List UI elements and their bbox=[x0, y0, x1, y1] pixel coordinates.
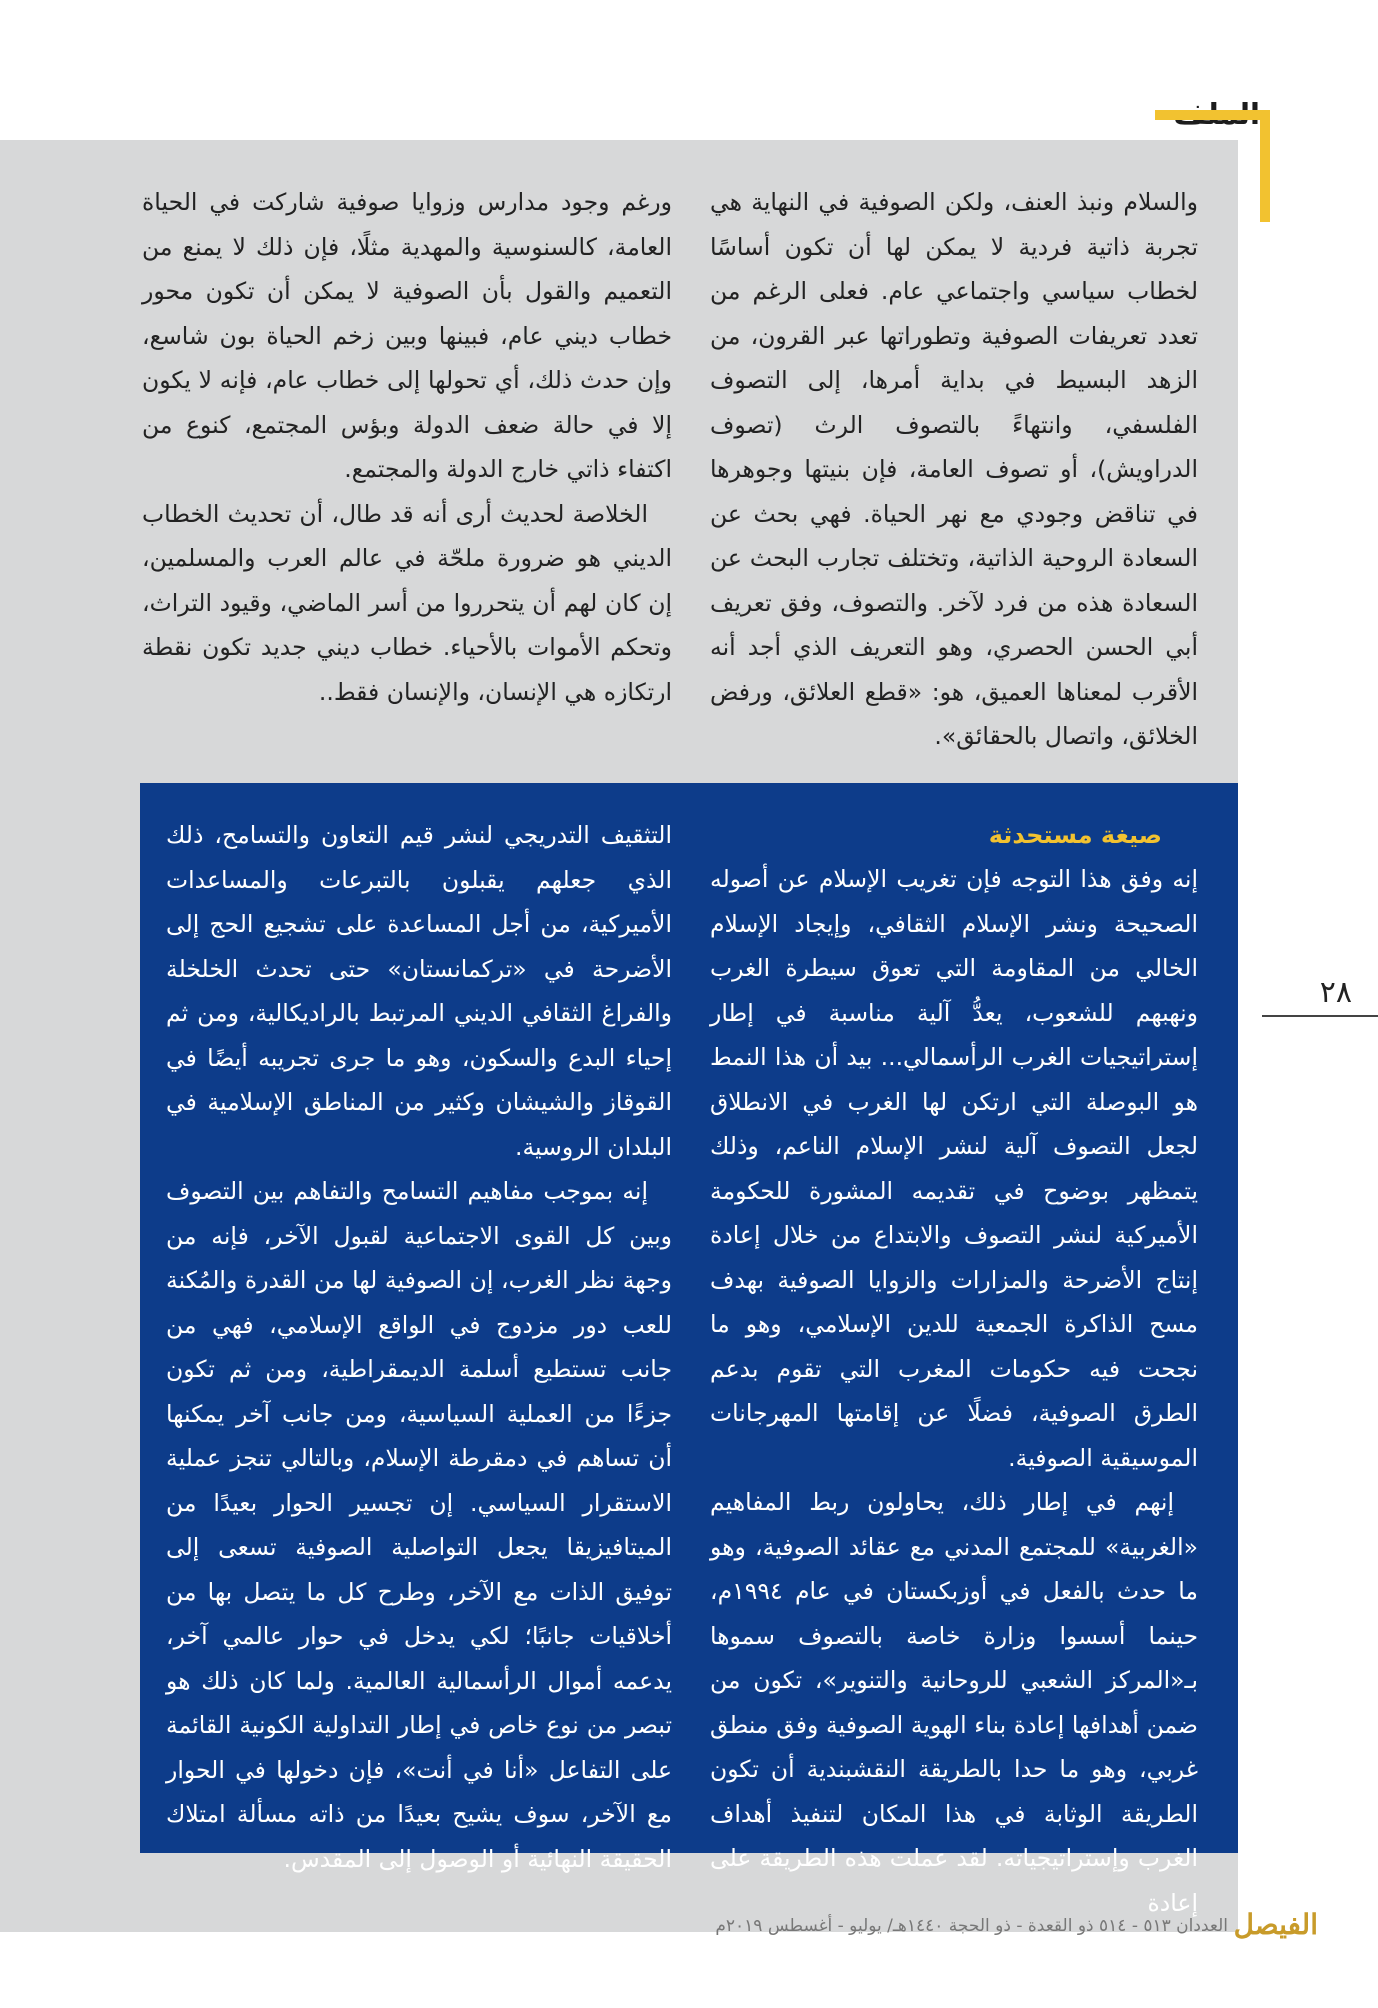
section-label: الملف bbox=[1173, 97, 1260, 131]
issue-info: العددان ٥١٣ - ٥١٤ ذو القعدة - ذو الحجة ١٤٤٠هـ/ يوليو - أغسطس ٢٠١٩م bbox=[715, 1916, 1228, 1936]
paragraph: إنهم في إطار ذلك، يحاولون ربط المفاهيم «الغربية» للمجتمع المدني مع عقائد الصوفية، وهو ما حدث بالفعل في أوزبكستان في عام ١٩٩٤م، حينما أسسوا وزارة خاصة بالتصوف سموها بـ«المركز الشعبي للروحانية والتنوير»، تكون من ضمن أهدافها إعادة بناء الهوية الصوفية وفق منطق غربي، وهو ما حدا بالطريقة النقشبندية أن تكون الطريقة الوثابة في هذا المكان لتنفيذ أهداف الغرب وإستراتيجياته. لقد عملت هذه الطريقة على إعادة bbox=[710, 1488, 1198, 1917]
paragraph: والسلام ونبذ العنف، ولكن الصوفية في النهاية هي تجربة ذاتية فردية لا يمكن لها أن تكون أساسًا لخطاب سياسي واجتماعي عام. فعلى الرغم من تعدد تعريفات الصوفية وتطوراتها عبر القرون، من الزهد البسيط في بداية أمرها، إلى التصوف الفلسفي، وانتهاءً بالتصوف الرث (تصوف الدراويش)، أو تصوف العامة، فإن بنيتها وجوهرها في تناقض وجودي مع نهر الحياة. فهي بحث عن السعادة الروحية الذاتية، وتختلف تجارب البحث عن السعادة هذه من فرد لآخر. والتصوف، وفق تعريف أبي الحسن الحصري، وهو التعريف الذي أجد أنه الأقرب لمعناها العميق، هو: «قطع العلائق، ورفض الخلائق، واتصال بالحقائق». bbox=[710, 188, 1198, 750]
paragraph: ورغم وجود مدارس وزوايا صوفية شاركت في الحياة العامة، كالسنوسية والمهدية مثلًا، فإن ذلك لا يمنع من التعميم والقول بأن الصوفية لا يمكن أن تكون محور خطاب ديني عام، فبينها وبين زخم الحياة بون شاسع، وإن حدث ذلك، أي تحولها إلى خطاب عام، فإنه لا يكون إلا في حالة ضعف الدولة وبؤس المجتمع، كنوع من اكتفاء ذاتي خارج الدولة والمجتمع. bbox=[142, 188, 672, 483]
page-number: ٢٨ bbox=[1319, 975, 1352, 1010]
magazine-logo: الفيصل bbox=[1233, 1908, 1318, 1941]
boxout-column-left bbox=[166, 813, 672, 1881]
paragraph: إنه بموجب مفاهيم التسامح والتفاهم بين التصوف وبين كل القوى الاجتماعية لقبول الآخر، فإنه من وجهة نظر الغرب، إن الصوفية لها من القدرة والمُكنة للعب دور مزدوج في الواقع الإسلامي، فهي من جانب تستطيع أسلمة الديمقراطية، ومن ثم تكون جزءًا من العملية السياسية، ومن جانب آخر يمكنها أن تساهم في دمقرطة الإسلام، وبالتالي تنجز عملية الاستقرار السياسي. إن تجسير الحوار بعيدًا من الميتافيزيقا يجعل التواصلية الصوفية تسعى إلى توفيق الذات مع الآخر، وطرح كل ما يتصل بها من أخلاقيات جانبًا؛ لكي يدخل في حوار عالمي آخر، يدعمه أموال الرأسمالية العالمية. ولما كان ذلك هو تبصر من نوع خاص في إطار التداولية الكونية القائمة على التفاعل «أنا في أنت»، فإن دخولها في الحوار مع الآخر، سوف يشيح بعيدًا من ذاته مسألة امتلاك الحقيقة النهائية أو الوصول إلى المقدس. bbox=[166, 1177, 672, 1873]
article-column-right bbox=[710, 180, 1198, 759]
paragraph: التثقيف التدريجي لنشر قيم التعاون والتسامح، ذلك الذي جعلهم يقبلون بالتبرعات والمساعدات الأميركية، من أجل المساعدة على تشجيع الحج إلى الأضرحة في «تركمانستان» حتى تحدث الخلخلة والفراغ الثقافي الديني المرتبط بالراديكالية، ومن ثم إحياء البدع والسكون، وهو ما جرى تجريبه أيضًا في القوقاز والشيشان وكثير من المناطق الإسلامية في البلدان الروسية. bbox=[166, 821, 672, 1161]
boxout-column-right bbox=[710, 813, 1198, 1925]
boxout-heading: صيغة مستحدثة bbox=[988, 821, 1162, 849]
paragraph: إنه وفق هذا التوجه فإن تغريب الإسلام عن أصوله الصحيحة ونشر الإسلام الثقافي، وإيجاد الإسلام الخالي من المقاومة التي تعوق سيطرة الغرب ونهبهم للشعوب، يعدُّ آلية مناسبة في إطار إستراتيجيات الغرب الرأسمالي... بيد أن هذا النمط هو البوصلة التي ارتكن لها الغرب في الانطلاق لجعل التصوف آلية لنشر الإسلام الناعم، وذلك يتمظهر بوضوح في تقديمه المشورة للحكومة الأميركية لنشر التصوف والابتداع من خلال إعادة إنتاج الأضرحة والمزارات والزوايا الصوفية بهدف مسح الذاكرة الجمعية للدين الإسلامي، وهو ما نجحت فيه حكومات المغرب التي تقوم بدعم الطرق الصوفية، فضلًا عن إقامتها المهرجانات الموسيقية الصوفية. bbox=[710, 865, 1198, 1472]
page-number-rule bbox=[1262, 1015, 1378, 1017]
paragraph: الخلاصة لحديث أرى أنه قد طال، أن تحديث الخطاب الديني هو ضرورة ملحّة في عالم العرب والمسلمين، إن كان لهم أن يتحرروا من أسر الماضي، وقيود التراث، وتحكم الأموات بالأحياء. خطاب ديني جديد تكون نقطة ارتكازه هي الإنسان، والإنسان فقط.. bbox=[142, 499, 672, 706]
article-column-left bbox=[142, 180, 672, 714]
